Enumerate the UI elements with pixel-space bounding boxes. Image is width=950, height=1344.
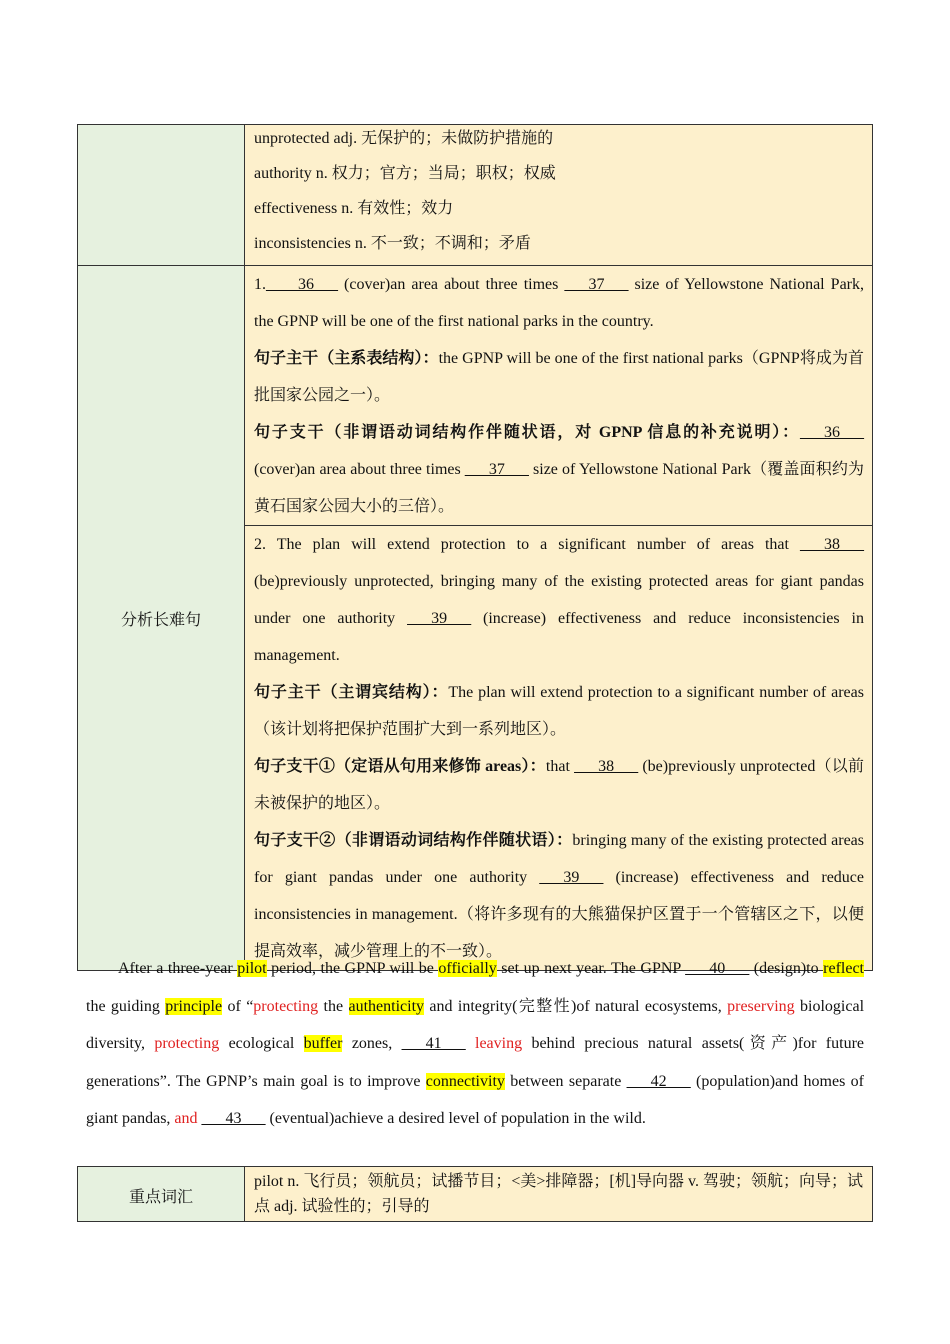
vocab-label-cell xyxy=(78,125,245,266)
passage-paragraph: After a three-year pilot period, the GPNP will be officially set up next year. The GPNP ___40___ (design)to reflect the guiding principle of “protecting the authenticity and integrity(完整性)of natural ecosystems, preserving biological diversity, protecting ecological buffer zones, ___41___ leaving behind precious natural assets(资产)for future generations”. The GPNP’s main goal is to improve connectivity between separate ___42___ (population)and homes of giant pandas, and ___43___ (eventual)achieve a desired level of population in the wild. xyxy=(86,960,865,1127)
key-vocab-label: 重点词汇 xyxy=(78,1167,245,1222)
sentence-1-main: 句子主干（主系表结构）：the GPNP will be one of the first national parks（GPNP将成为首批国家公园之一）。 xyxy=(254,350,864,404)
analysis-label: 分析长难句 xyxy=(78,266,245,971)
blank-36[interactable]: ___36___ xyxy=(800,424,864,441)
key-vocab-content: pilot n. 飞行员；领航员；试播节目；<美>排障器；[机]导向器 v. 驾驶；领航；向导；试点 adj. 试验性的；引导的 xyxy=(245,1167,873,1222)
key-vocab-table xyxy=(77,1166,873,1222)
red-word: leaving xyxy=(475,1035,523,1052)
sentence-2-branch-2: 句子支干②（非谓语动词结构作伴随状语）：bringing many of the existing protected areas for giant pandas under one authority ___39___ (increase) effectiveness and reduce inconsistencies in management.（将许多现有的大熊猫保护区置于一个管辖区之下，以便提高效率，减少管理上的不一致）。 xyxy=(254,832,865,960)
blank-42[interactable]: ___42___ xyxy=(626,1072,691,1090)
highlight-word: connectivity xyxy=(425,1072,505,1090)
branch-label: 句子支干（非谓语动词结构作伴随状语，对 GPNP 信息的补充说明）： xyxy=(254,424,800,441)
blank-36[interactable]: ____36___ xyxy=(266,276,338,293)
red-word: protecting xyxy=(253,997,319,1015)
blank-43[interactable]: ___43___ xyxy=(201,1110,266,1127)
vocab-content-cell xyxy=(245,125,873,266)
analysis-table xyxy=(77,265,873,971)
blank-37[interactable]: ___37___ xyxy=(564,276,629,293)
vocab-entry: authority n. 权力；官方；当局；职权；权威 xyxy=(254,165,556,182)
blank-39[interactable]: ___39___ xyxy=(539,869,604,886)
sentence-1-branch: 句子支干（非谓语动词结构作伴随状语，对 GPNP 信息的补充说明）：___36___ (cover)an area about three times ___37___ size of Yellowstone National Park（覆盖面积约为黄石国家公园大小的三倍）。 xyxy=(254,424,864,515)
branch-1-label: 句子支干①（定语从句用来修饰 areas）： xyxy=(254,758,546,775)
highlight-word: principle xyxy=(165,997,223,1015)
main-clause-label: 句子主干（主谓宾结构）： xyxy=(254,684,449,701)
sentence-2: 2. The plan will extend protection to a significant number of areas that ___38___ (be)previously unprotected, bringing many of the existing protected areas for giant pandas under one authority ___39___ (increase) effectiveness and reduce inconsistencies in management. xyxy=(254,536,865,664)
sentence-1: 1.____36___ (cover)an area about three times ___37___ size of Yellowstone National Park, the GPNP will be one of the first national parks in the country. xyxy=(254,276,865,330)
highlight-word: buffer xyxy=(303,1035,343,1052)
blank-37[interactable]: ___37___ xyxy=(464,461,529,478)
branch-2-label: 句子支干②（非谓语动词结构作伴随状语）： xyxy=(254,832,573,849)
sentence-2-branch-1: 句子支干①（定语从句用来修饰 areas）：that ___38___ (be)previously unprotected（以前未被保护的地区）。 xyxy=(254,758,864,812)
blank-39[interactable]: ___39___ xyxy=(407,610,472,627)
highlight-word: authenticity xyxy=(348,997,425,1015)
highlight-word: pilot xyxy=(237,960,267,977)
vocab-entry: unprotected adj. 无保护的；未做防护措施的 xyxy=(254,130,554,147)
blank-38[interactable]: ___38___ xyxy=(574,758,639,775)
red-word: preserving xyxy=(727,997,795,1015)
main-clause-label: 句子主干（主系表结构）： xyxy=(254,350,439,367)
blank-40[interactable]: ___40___ xyxy=(685,960,750,977)
vocab-entry: inconsistencies n. 不一致；不调和；矛盾 xyxy=(254,235,531,252)
sentence-2-cell xyxy=(245,526,873,971)
vocab-entry: effectiveness n. 有效性；效力 xyxy=(254,200,454,217)
blank-41[interactable]: ___41___ xyxy=(401,1035,466,1052)
vocab-table xyxy=(77,124,873,266)
blank-38[interactable]: ___38___ xyxy=(800,536,864,553)
reading-passage xyxy=(86,950,864,1138)
red-word: and xyxy=(174,1110,198,1127)
highlight-word: officially xyxy=(438,960,497,977)
sentence-2-main: 句子主干（主谓宾结构）：The plan will extend protection to a significant number of areas（该计划将把保护范围扩大到一系列地区）。 xyxy=(254,684,864,738)
red-word: protecting xyxy=(154,1035,220,1052)
sentence-1-cell xyxy=(245,266,873,526)
highlight-word: reflect xyxy=(823,960,864,977)
